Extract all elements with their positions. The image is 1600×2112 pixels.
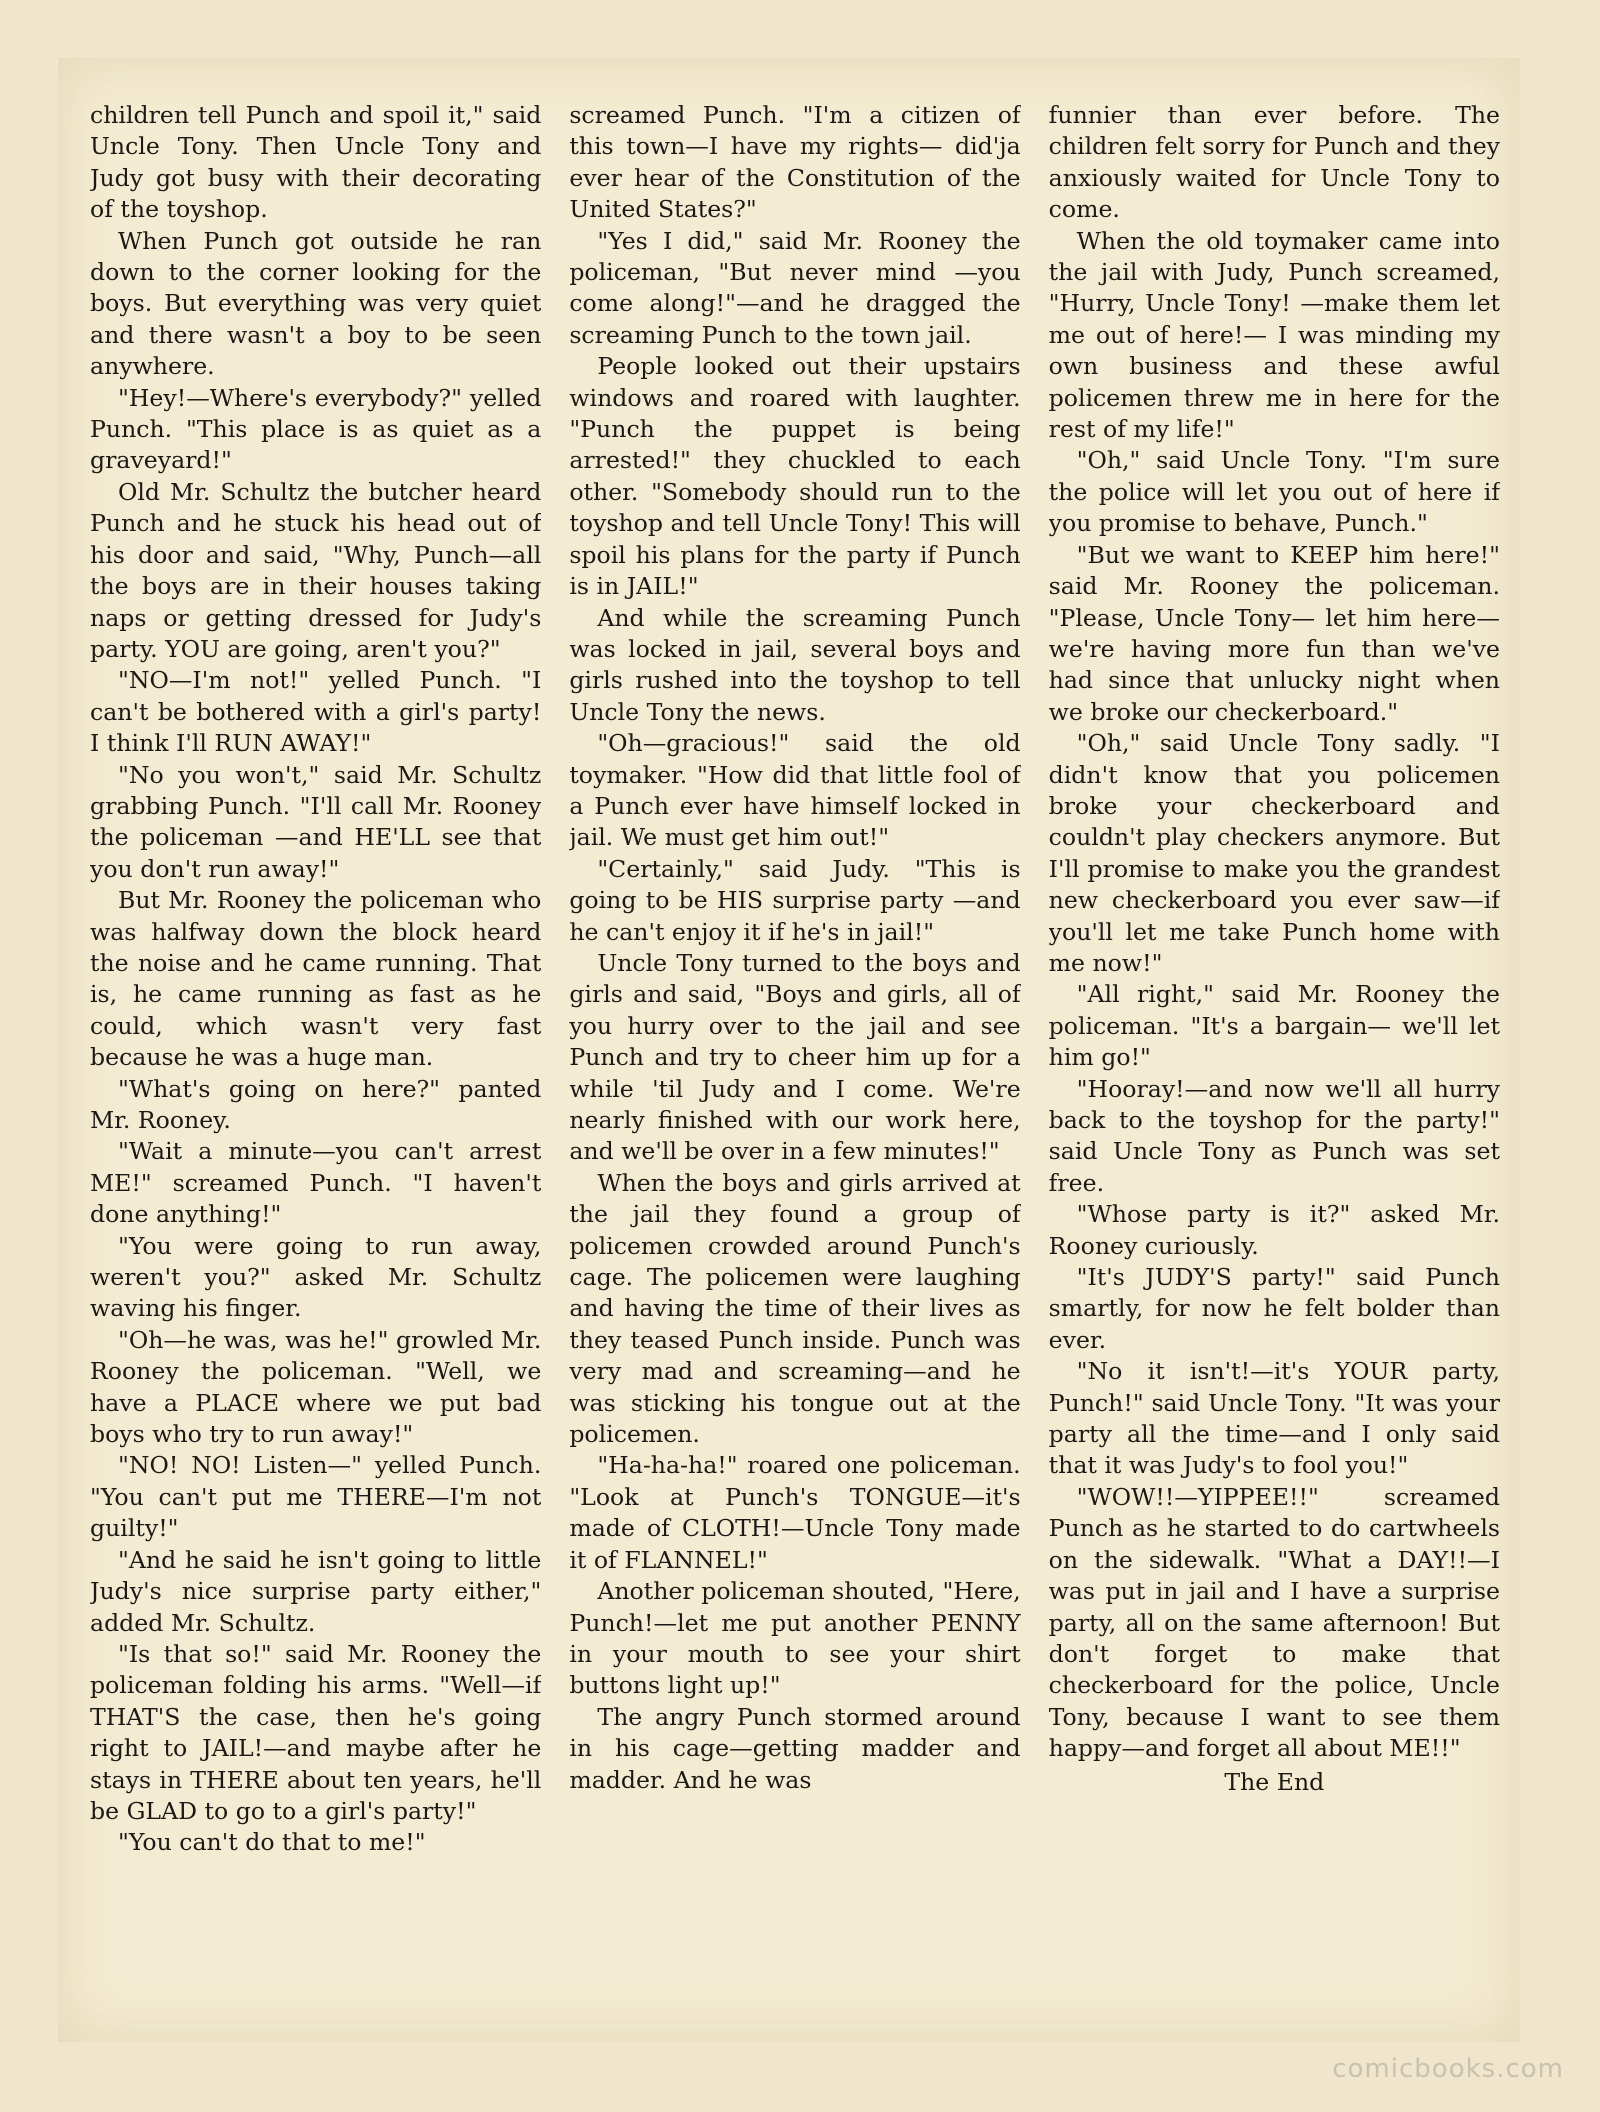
paragraph: "Hey!—Where's everybody?" yelled Punch. "This place is as quiet as a graveyard!" [90, 383, 542, 475]
the-end-label: The End [1224, 1767, 1325, 1796]
paragraph: "And he said he isn't going to little Judy's nice surprise party either," added Mr. Schultz. [90, 1545, 542, 1637]
watermark: comicbooks.com [1332, 2054, 1564, 2084]
paragraph: "Oh—he was, was he!" growled Mr. Rooney the policeman. "Well, we have a PLACE where we put bad boys who try to run away!" [90, 1325, 542, 1449]
paragraph: "Is that so!" said Mr. Rooney the policeman folding his arms. "Well—if THAT'S the case, then he's going right to JAIL!—and maybe after he stays in THERE about ten years, he'll be GLAD to go to a girl's party!" [90, 1639, 542, 1825]
paragraph: "Yes I did," said Mr. Rooney the policeman, "But never mind —you come along!"—and he dragged the screaming Punch to the town jail. [569, 226, 1021, 349]
paragraph: "What's going on here?" panted Mr. Rooney. [90, 1074, 542, 1134]
paragraph: Uncle Tony turned to the boys and girls and said, "Boys and girls, all of you hurry over to the jail and see Punch and try to cheer him up for a while 'til Judy and I come. We're nearly finished with our work here, and we'll be over in a few minutes!" [569, 948, 1021, 1166]
paragraph: "Ha-ha-ha!" roared one policeman. "Look at Punch's TONGUE—it's made of CLOTH!—Uncle Tony made it of FLANNEL!" [569, 1451, 1021, 1574]
paragraph: "You were going to run away, weren't you?" asked Mr. Schultz waving his finger. [90, 1231, 542, 1323]
paragraph: Old Mr. Schultz the butcher heard Punch and he stuck his head out of his door and said, "Why, Punch—all the boys are in their houses taking naps or getting dressed for Judy's party. YOU are going, aren't you?" [90, 477, 542, 663]
paragraph: "You can't do that to me!" [118, 1828, 426, 1857]
story-text [90, 100, 1500, 2030]
paragraph: "Certainly," said Judy. "This is going to be HIS surprise party —and he can't enjoy it if he's in jail!" [569, 854, 1021, 946]
paragraph: "Oh," said Uncle Tony. "I'm sure the police will let you out of here if you promise to behave, Punch." [1048, 446, 1500, 538]
paragraph: "All right," said Mr. Rooney the policeman. "It's a bargain— we'll let him go!" [1048, 980, 1500, 1072]
text-column-3 [1049, 100, 1500, 2030]
paragraph: When the old toymaker came into the jail with Judy, Punch screamed, "Hurry, Uncle Tony! —make them let me out of here!— I was minding my own business and these awful policemen threw me in here for the rest of my life!" [1048, 226, 1500, 444]
paragraph: funnier than ever before. The children felt sorry for Punch and they anxiously waited for Uncle Tony to come. [1048, 101, 1500, 224]
paragraph: "But we want to KEEP him here!" said Mr. Rooney the policeman. "Please, Uncle Tony— let him here—we're having more fun than we've had since that unlucky night when we broke our checkerboard." [1048, 540, 1500, 726]
paragraph: But Mr. Rooney the policeman who was halfway down the block heard the noise and he came running. That is, he came running as fast as he could, which wasn't very fast because he was a huge man. [90, 886, 542, 1072]
paragraph: "Oh—gracious!" said the old toymaker. "How did that little fool of a Punch ever have himself locked in jail. We must get him out!" [569, 729, 1021, 852]
paragraph: "Wait a minute—you can't arrest ME!" screamed Punch. "I haven't done anything!" [90, 1137, 542, 1229]
paragraph: "Oh," said Uncle Tony sadly. "I didn't know that you policemen broke your checkerboard and couldn't play checkers anymore. But I'll promise to make you the grandest new checkerboard you ever saw—if you'll let me take Punch home with me now!" [1048, 729, 1500, 977]
paragraph: "Hooray!—and now we'll all hurry back to the toyshop for the party!" said Uncle Tony as Punch was set free. [1048, 1074, 1500, 1197]
text-column-2 [569, 100, 1020, 2030]
paragraph: "No it isn't!—it's YOUR party, Punch!" said Uncle Tony. "It was your party all the time—and I only said that it was Judy's to fool you!" [1048, 1357, 1500, 1480]
paragraph: When the boys and girls arrived at the jail they found a group of policemen crowded around Punch's cage. The policemen were laughing and having the time of their lives as they teased Punch inside. Punch was very mad and screaming—and he was sticking his tongue out at the policemen. [569, 1168, 1021, 1449]
paragraph: "Whose party is it?" asked Mr. Rooney curiously. [1048, 1200, 1500, 1260]
paragraph: Another policeman shouted, "Here, Punch!—let me put another PENNY in your mouth to see your shirt buttons light up!" [569, 1577, 1021, 1700]
paragraph: People looked out their upstairs windows and roared with laughter. "Punch the puppet is being arrested!" they chuckled to each other. "Somebody should run to the toyshop and tell Uncle Tony! This will spoil his plans for the party if Punch is in JAIL!" [569, 352, 1021, 601]
paragraph: "NO—I'm not!" yelled Punch. "I can't be bothered with a girl's party! I think I'll RUN AWAY!" [90, 666, 542, 758]
paragraph: "WOW!!—YIPPEE!!" screamed Punch as he started to do cartwheels on the sidewalk. "What a DAY!!—I was put in jail and I have a surprise party, all on the same afternoon! But don't forget to make that checkerboard for the police, Uncle Tony, because I want to see them happy—and forget all about ME!!" [1048, 1482, 1500, 1763]
paragraph: children tell Punch and spoil it," said Uncle Tony. Then Uncle Tony and Judy got busy with their decorating of the toyshop. [90, 101, 542, 224]
paragraph: "It's JUDY'S party!" said Punch smartly, for now he felt bolder than ever. [1048, 1263, 1500, 1354]
paragraph: And while the screaming Punch was locked in jail, several boys and girls rushed into the toyshop to tell Uncle Tony the news. [569, 603, 1021, 726]
text-column-1 [90, 100, 541, 2030]
paragraph: When Punch got outside he ran down to the corner looking for the boys. But everything was very quiet and there wasn't a boy to be seen anywhere. [90, 226, 542, 381]
paragraph: screamed Punch. "I'm a citizen of this town—I have my rights— did'ja ever hear of the Constitution of the United States?" [569, 101, 1021, 224]
paragraph: The angry Punch stormed around in his cage—getting madder and madder. And he was [569, 1702, 1021, 1794]
paragraph: "NO! NO! Listen—" yelled Punch. "You can't put me THERE—I'm not guilty!" [90, 1451, 542, 1543]
paragraph: "No you won't," said Mr. Schultz grabbing Punch. "I'll call Mr. Rooney the policeman —and HE'LL see that you don't run away!" [90, 760, 542, 883]
